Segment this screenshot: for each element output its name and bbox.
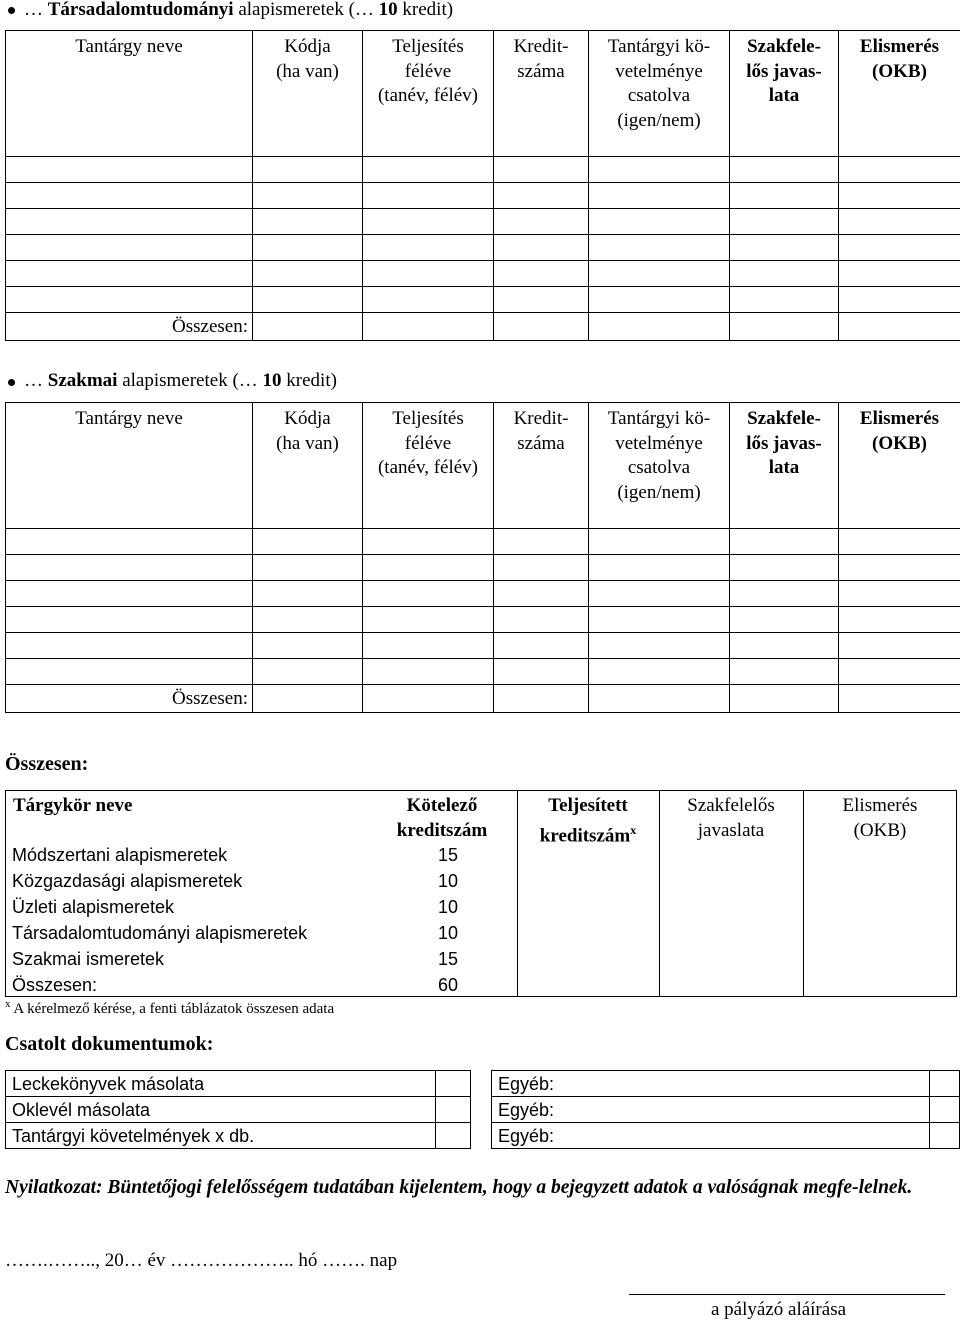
table-cell[interactable] bbox=[6, 261, 253, 287]
table-cell[interactable] bbox=[839, 261, 960, 287]
summary-table bbox=[5, 790, 957, 997]
attachment-checkbox[interactable] bbox=[436, 1071, 471, 1097]
col-required-header: Kötelező kreditszám bbox=[396, 795, 488, 841]
table-row bbox=[6, 581, 960, 607]
table-cell[interactable] bbox=[363, 581, 494, 607]
summary-row-value: 10 bbox=[437, 897, 458, 917]
table-cell[interactable] bbox=[494, 607, 589, 633]
summary-row-value: 60 bbox=[437, 975, 458, 995]
table-cell[interactable] bbox=[253, 581, 363, 607]
table-cell[interactable] bbox=[589, 581, 730, 607]
table-cell[interactable] bbox=[589, 659, 730, 685]
other-attachment-row bbox=[492, 1071, 960, 1097]
sum-cell[interactable] bbox=[839, 685, 960, 713]
table-cell[interactable] bbox=[6, 183, 253, 209]
table-cell[interactable] bbox=[253, 529, 363, 555]
table-cell[interactable] bbox=[730, 659, 839, 685]
other-attachment-checkbox[interactable] bbox=[930, 1071, 960, 1097]
sum-cell[interactable] bbox=[839, 313, 960, 341]
column-header: Tantárgyi kö- vetelménye csatolva (igen/nem) bbox=[589, 403, 730, 529]
table-cell[interactable] bbox=[6, 607, 253, 633]
table-cell[interactable] bbox=[589, 235, 730, 261]
sum-cell[interactable] bbox=[363, 685, 494, 713]
column-header: Elismerés (OKB) bbox=[839, 31, 960, 157]
table-cell[interactable] bbox=[6, 157, 253, 183]
table-cell[interactable] bbox=[6, 529, 253, 555]
signature-label: a pályázó aláírása bbox=[711, 1299, 847, 1320]
attachment-row bbox=[6, 1097, 471, 1123]
table-cell[interactable] bbox=[494, 555, 589, 581]
table-cell[interactable] bbox=[253, 261, 363, 287]
table-row bbox=[6, 659, 960, 685]
table-cell[interactable] bbox=[363, 261, 494, 287]
table-cell[interactable] bbox=[589, 287, 730, 313]
table-cell[interactable] bbox=[363, 633, 494, 659]
table-cell[interactable] bbox=[589, 209, 730, 235]
summary-row-name: Társadalomtudományi alapismeretek bbox=[12, 923, 308, 943]
table-cell[interactable] bbox=[839, 555, 960, 581]
summary-row bbox=[12, 972, 462, 998]
table-cell[interactable] bbox=[730, 581, 839, 607]
table-cell[interactable] bbox=[363, 529, 494, 555]
table-cell[interactable] bbox=[253, 607, 363, 633]
summary-row bbox=[12, 868, 462, 894]
summary-row-value: 10 bbox=[437, 871, 458, 891]
table-cell[interactable] bbox=[589, 157, 730, 183]
table-cell[interactable] bbox=[363, 209, 494, 235]
table-cell[interactable] bbox=[839, 287, 960, 313]
summary-heading: Összesen: bbox=[5, 753, 89, 775]
table-row bbox=[6, 183, 960, 209]
summary-row bbox=[12, 946, 462, 972]
table-row bbox=[6, 209, 960, 235]
table-cell[interactable] bbox=[363, 607, 494, 633]
summary-row-name: Módszertani alapismeretek bbox=[12, 845, 228, 865]
column-header: Kódja (ha van) bbox=[253, 31, 363, 157]
table-cell[interactable] bbox=[494, 659, 589, 685]
table-cell[interactable] bbox=[839, 607, 960, 633]
footnote: $^x$ A kérelmező kérése, a fenti táblázatok összesen adata bbox=[5, 998, 335, 1017]
attachments-heading: Csatolt dokumentumok: bbox=[5, 1033, 214, 1055]
table-cell[interactable] bbox=[839, 633, 960, 659]
bullet-icon bbox=[8, 7, 15, 14]
table-cell[interactable] bbox=[839, 581, 960, 607]
table-cell[interactable] bbox=[730, 261, 839, 287]
table-cell[interactable] bbox=[253, 235, 363, 261]
table-cell[interactable] bbox=[730, 607, 839, 633]
table-cell[interactable] bbox=[839, 659, 960, 685]
course-table-social bbox=[5, 30, 960, 341]
column-header: Tantárgyi kö- vetelménye csatolva (igen/nem) bbox=[589, 31, 730, 157]
summary-row bbox=[12, 842, 462, 868]
sum-label: Összesen: bbox=[6, 685, 253, 713]
table-cell[interactable] bbox=[6, 209, 253, 235]
sum-cell[interactable] bbox=[589, 313, 730, 341]
other-attachment-checkbox[interactable] bbox=[930, 1123, 960, 1149]
table-cell[interactable] bbox=[839, 529, 960, 555]
column-header: Elismerés (OKB) bbox=[839, 403, 960, 529]
table-cell[interactable] bbox=[494, 235, 589, 261]
table-cell[interactable] bbox=[730, 209, 839, 235]
table-cell[interactable] bbox=[494, 209, 589, 235]
table-cell[interactable] bbox=[839, 209, 960, 235]
table-cell[interactable] bbox=[494, 529, 589, 555]
table-cell[interactable] bbox=[730, 183, 839, 209]
column-header: Kódja (ha van) bbox=[253, 403, 363, 529]
table-cell[interactable] bbox=[730, 529, 839, 555]
sum-cell[interactable] bbox=[253, 313, 363, 341]
column-header: Tantárgy neve bbox=[6, 31, 253, 157]
column-header: Tantárgy neve bbox=[6, 403, 253, 529]
table-cell[interactable] bbox=[839, 235, 960, 261]
table-cell[interactable] bbox=[253, 209, 363, 235]
table-cell[interactable] bbox=[6, 287, 253, 313]
attachment-label: Tantárgyi követelmények x db. bbox=[6, 1123, 436, 1149]
table-cell[interactable] bbox=[6, 581, 253, 607]
table-cell[interactable] bbox=[589, 555, 730, 581]
summary-row-name: Üzleti alapismeretek bbox=[12, 897, 175, 917]
other-attachment-field[interactable]: Egyéb: bbox=[492, 1097, 930, 1123]
table-row bbox=[6, 607, 960, 633]
table-row bbox=[6, 287, 960, 313]
table-row bbox=[6, 235, 960, 261]
summary-row-value: 15 bbox=[437, 949, 458, 969]
col-accept-header: Elismerés (OKB) bbox=[842, 795, 918, 841]
column-header: Kredit- száma bbox=[494, 31, 589, 157]
table-cell[interactable] bbox=[494, 157, 589, 183]
table-row bbox=[6, 529, 960, 555]
summary-row-value: 10 bbox=[437, 923, 458, 943]
table-row bbox=[6, 555, 960, 581]
course-table-professional bbox=[5, 402, 960, 713]
table-cell[interactable] bbox=[253, 287, 363, 313]
table-cell[interactable] bbox=[253, 183, 363, 209]
table-cell[interactable] bbox=[363, 659, 494, 685]
table-cell[interactable] bbox=[6, 235, 253, 261]
attachment-row bbox=[6, 1071, 471, 1097]
table-row bbox=[6, 261, 960, 287]
sum-row bbox=[6, 685, 960, 713]
sum-row bbox=[6, 313, 960, 341]
table-cell[interactable] bbox=[589, 261, 730, 287]
table-cell[interactable] bbox=[494, 261, 589, 287]
table-cell[interactable] bbox=[253, 157, 363, 183]
other-attachment-checkbox[interactable] bbox=[930, 1097, 960, 1123]
column-header: Teljesítés féléve (tanév, félév) bbox=[363, 403, 494, 529]
sum-cell[interactable] bbox=[589, 685, 730, 713]
column-header: Kredit- száma bbox=[494, 403, 589, 529]
attachment-label: Leckekönyvek másolata bbox=[6, 1071, 436, 1097]
table-cell[interactable] bbox=[6, 659, 253, 685]
table-row bbox=[6, 157, 960, 183]
summary-row-name: Szakmai ismeretek bbox=[12, 949, 165, 969]
sum-cell[interactable] bbox=[253, 685, 363, 713]
table-cell[interactable] bbox=[253, 659, 363, 685]
section-title-social: … Társadalomtudományi alapismeretek (… 10 kredit) bbox=[24, 0, 454, 20]
summary-row-value: 15 bbox=[437, 845, 458, 865]
column-header: Teljesítés féléve (tanév, félév) bbox=[363, 31, 494, 157]
attachments-table bbox=[5, 1070, 471, 1149]
sum-cell[interactable] bbox=[730, 313, 839, 341]
sum-label: Összesen: bbox=[6, 313, 253, 341]
sum-cell[interactable] bbox=[363, 313, 494, 341]
table-cell[interactable] bbox=[363, 287, 494, 313]
table-cell[interactable] bbox=[494, 183, 589, 209]
bullet-icon bbox=[8, 379, 15, 386]
table-cell[interactable] bbox=[839, 157, 960, 183]
table-cell[interactable] bbox=[253, 633, 363, 659]
table-cell[interactable] bbox=[589, 607, 730, 633]
attachment-label: Oklevél másolata bbox=[6, 1097, 436, 1123]
other-attachments-table bbox=[491, 1070, 960, 1149]
summary-row-name: Összesen: bbox=[12, 975, 98, 995]
table-cell[interactable] bbox=[589, 633, 730, 659]
attachment-checkbox[interactable] bbox=[436, 1123, 471, 1149]
table-cell[interactable] bbox=[494, 287, 589, 313]
column-header: Szakfele- lős javas- lata bbox=[730, 31, 839, 157]
column-header: Szakfele- lős javas- lata bbox=[730, 403, 839, 529]
table-cell[interactable] bbox=[363, 157, 494, 183]
table-cell[interactable] bbox=[363, 183, 494, 209]
summary-row bbox=[12, 920, 462, 946]
table-cell[interactable] bbox=[6, 633, 253, 659]
table-cell[interactable] bbox=[363, 555, 494, 581]
table-cell[interactable] bbox=[589, 183, 730, 209]
table-cell[interactable] bbox=[730, 235, 839, 261]
table-cell[interactable] bbox=[363, 235, 494, 261]
col-expert-header: Szakfelelős javaslata bbox=[687, 795, 775, 841]
table-row bbox=[6, 633, 960, 659]
table-cell[interactable] bbox=[494, 581, 589, 607]
table-cell[interactable] bbox=[730, 157, 839, 183]
sum-cell[interactable] bbox=[494, 313, 589, 341]
summary-row-name: Közgazdasági alapismeretek bbox=[12, 871, 243, 891]
table-cell[interactable] bbox=[253, 555, 363, 581]
other-attachment-field[interactable]: Egyéb: bbox=[492, 1071, 930, 1097]
table-cell[interactable] bbox=[494, 633, 589, 659]
other-attachment-field[interactable]: Egyéb: bbox=[492, 1123, 930, 1149]
table-cell[interactable] bbox=[6, 555, 253, 581]
table-cell[interactable] bbox=[730, 633, 839, 659]
table-cell[interactable] bbox=[839, 183, 960, 209]
table-cell[interactable] bbox=[730, 555, 839, 581]
sum-cell[interactable] bbox=[730, 685, 839, 713]
other-attachment-row bbox=[492, 1097, 960, 1123]
summary-row bbox=[12, 894, 462, 920]
col-subject-header: Tárgykör neve bbox=[13, 795, 133, 816]
signature-line bbox=[629, 1294, 945, 1295]
sum-cell[interactable] bbox=[494, 685, 589, 713]
section-title-professional: … Szakmai alapismeretek (… 10 kredit) bbox=[24, 370, 337, 391]
table-cell[interactable] bbox=[589, 529, 730, 555]
declaration-text: Nyilatkozat: Büntetőjogi felelősségem tudatában kijelentem, hogy a bejegyzett adatok a valóságnak megfe-lelnek. bbox=[5, 1177, 913, 1198]
attachment-checkbox[interactable] bbox=[436, 1097, 471, 1123]
date-line: …….…….., 20… év ……………….. hó ……. nap bbox=[5, 1250, 398, 1271]
attachment-row bbox=[6, 1123, 471, 1149]
other-attachment-row bbox=[492, 1123, 960, 1149]
table-cell[interactable] bbox=[730, 287, 839, 313]
col-completed-header: Teljesített kreditszám$^x$ bbox=[539, 795, 637, 847]
